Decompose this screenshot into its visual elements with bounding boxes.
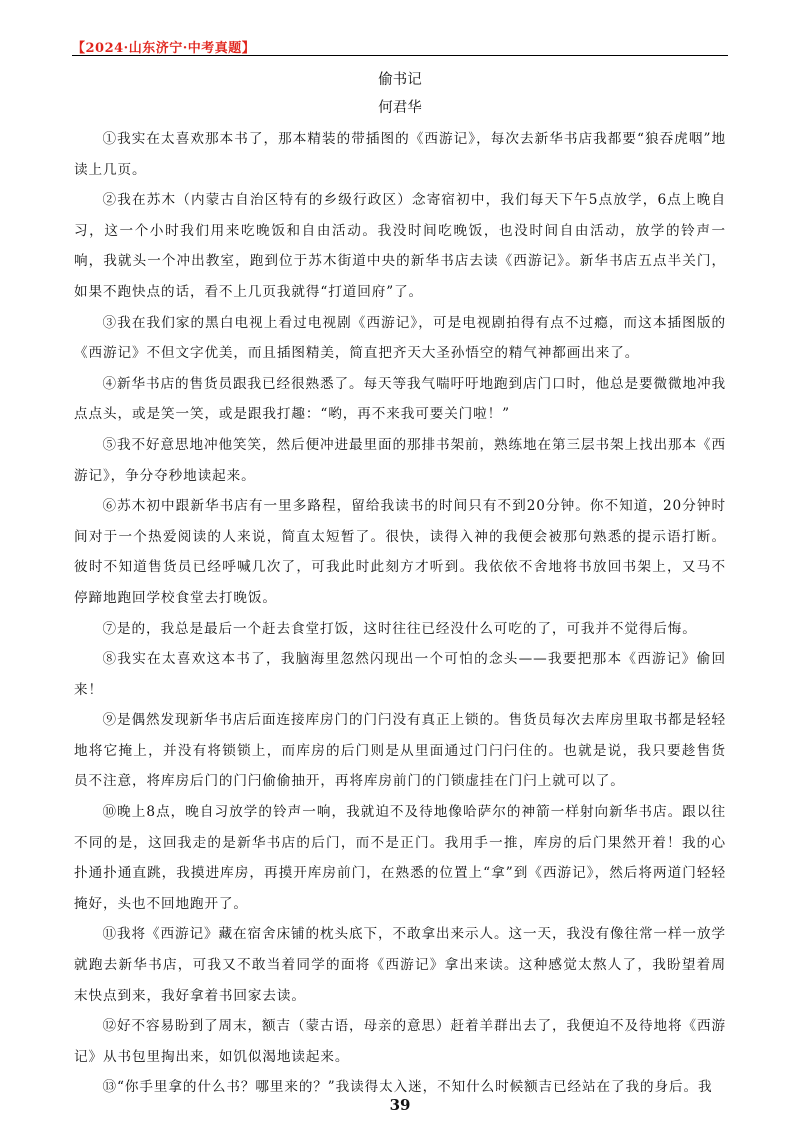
paragraph-9: ⑨是偶然发现新华书店后面连接库房门的门闩没有真正上锁的。售货员每次去库房里取书都是轻轻地将它掩上，并没有将锁锁上，而库房的后门则是从里面通过门闩闩住的。也就是说，我只要趁售货员不注意，将库房后门的门闩偷偷抽开，再将库房前门的门锁虚挂在门闩上就可以了。 [74, 712, 726, 790]
paragraph-2: ②我在苏木（内蒙古自治区特有的乡级行政区）念寄宿初中，我们每天下午5点放学，6点上晚自习，这一个小时我们用来吃晚饭和自由活动。我没时间吃晚饭，也没时间自由活动，放学的铃声一响，我就头一个冲出教室，跑到位于苏木街道中央的新华书店去读《西游记》。新华书店五点半关门，如果不跑快点的话，看不上几页我就得“打道回府”了。 [74, 192, 726, 300]
paragraph-5: ⑤我不好意思地冲他笑笑，然后便冲进最里面的那排书架前，熟练地在第三层书架上找出那本《西游记》，争分夺秒地读起来。 [74, 436, 726, 484]
paragraph-6: ⑥苏木初中跟新华书店有一里多路程，留给我读书的时间只有不到20分钟。你不知道，20分钟时间对于一个热爱阅读的人来说，简直太短暂了。很快，读得入神的我便会被那句熟悉的提示语打断。彼时不知道售货员已经呼喊几次了，可我此时此刻方才听到。我依依不舍地将书放回书架上，又马不停蹄地跑回学校食堂去打晚饭。 [74, 498, 726, 606]
paragraph-12: ⑫好不容易盼到了周末，额吉（蒙古语，母亲的意思）赶着羊群出去了，我便迫不及待地将《西游记》从书包里掏出来，如饥似渴地读起来。 [74, 1018, 726, 1065]
paragraph-3: ③我在我们家的黑白电视上看过电视剧《西游记》，可是电视剧拍得有点不过瘾，而这本插图版的《西游记》不但文字优美，而且插图精美，简直把齐天大圣孙悟空的精气神都画出来了。 [74, 314, 726, 362]
paragraph-8: ⑧我实在太喜欢这本书了，我脑海里忽然闪现出一个可怕的念头——我要把那本《西游记》偷回来！ [74, 651, 726, 698]
paragraph-7: ⑦是的，我总是最后一个赶去食堂打饭，这时往往已经没什么可吃的了，可我并不觉得后悔。 [102, 620, 697, 637]
paragraph-10: ⑩晚上8点，晚自习放学的铃声一响，我就迫不及待地像哈萨尔的神箭一样射向新华书店。跟以往不同的是，这回我走的是新华书店的后门，而不是正门。我用手一推，库房的后门果然开着！我的心扑通扑通直跳，我摸进库房，再摸开库房前门，在熟悉的位置上“拿”到《西游记》，然后将两道门轻轻掩好，头也不回地跑开了。 [74, 804, 726, 912]
paragraph-1: ①我实在太喜欢那本书了，那本精装的带插图的《西游记》，每次去新华书店我都要“狼吞虎咽”地读上几页。 [74, 131, 726, 178]
paragraph-4: ④新华书店的售货员跟我已经很熟悉了。每天等我气喘吁吁地跑到店门口时，他总是要微微地冲我点点头，或是笑一笑，或是跟我打趣：“哟，再不来我可要关门啦！” [74, 375, 726, 423]
source-tag: 【2024·山东济宁·中考真题】 [72, 41, 256, 56]
article-author: 何君华 [378, 100, 422, 116]
page-number: 39 [389, 1096, 411, 1114]
article-title: 偷书记 [378, 72, 422, 88]
paragraph-11: ⑪我将《西游记》藏在宿舍床铺的枕头底下，不敢拿出来示人。这一天，我没有像往常一样一放学就跑去新华书店，可我又不敢当着同学的面将《西游记》拿出来读。这种感觉太熬人了，我盼望着周末快点到来，我好拿着书回家去读。 [74, 926, 726, 1004]
article-body [74, 124, 726, 1103]
header-divider [72, 55, 728, 56]
paragraph-13: ⑬“你手里拿的什么书？哪里来的？”我读得太入迷，不知什么时候额吉已经站在了我的身后。我 [102, 1079, 713, 1096]
